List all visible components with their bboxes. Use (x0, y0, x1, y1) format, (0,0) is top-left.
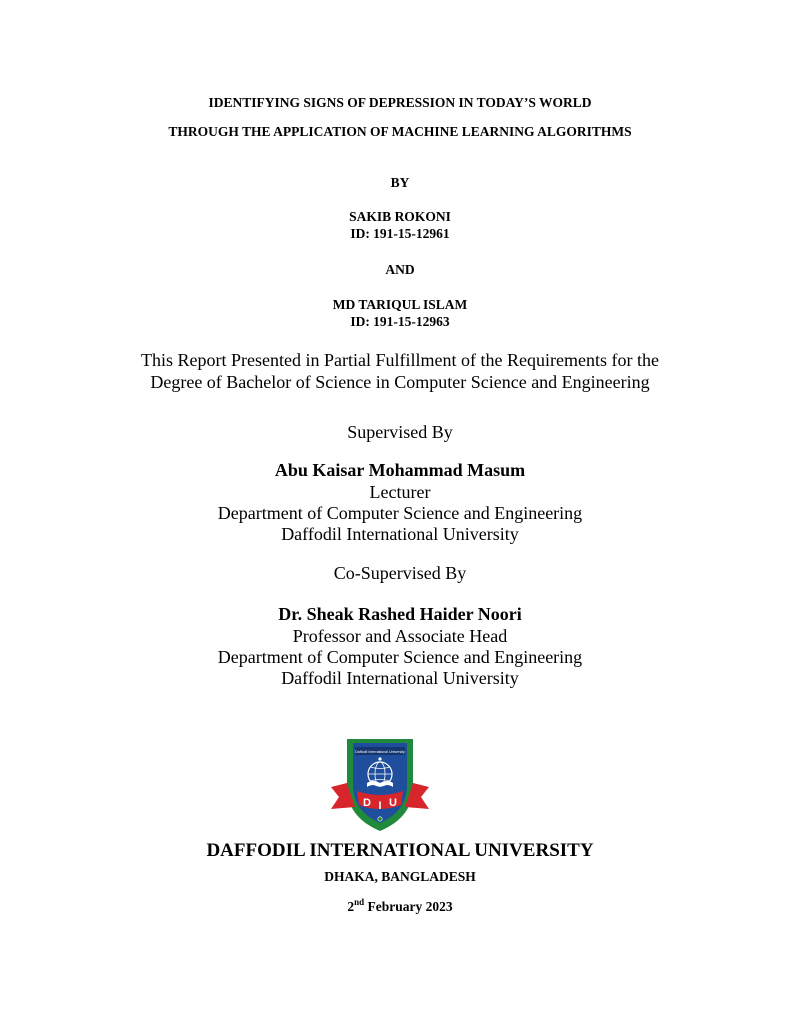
date-rest: February 2023 (364, 899, 453, 914)
co-supervisor-name: Dr. Sheak Rashed Haider Noori (278, 604, 522, 624)
report-statement-line-1: This Report Presented in Partial Fulfillment of the Requirements for the (141, 350, 659, 370)
supervised-by-label: Supervised By (347, 422, 453, 442)
logo-letter-i: I (378, 800, 382, 812)
author-1-id: ID: 191-15-12961 (350, 226, 450, 241)
university-logo (325, 735, 435, 835)
footer-date (0, 899, 800, 915)
co-supervised-by-label: Co-Supervised By (333, 563, 467, 583)
and-label: AND (385, 262, 415, 277)
date-suffix: nd (354, 897, 365, 907)
title-line-2: THROUGH THE APPLICATION OF MACHINE LEARNING ALGORITHMS (168, 124, 632, 139)
co-supervisor-position: Professor and Associate Head (292, 626, 508, 646)
logo-banner-text: Daffodil International University (355, 750, 405, 754)
by-label: BY (390, 175, 410, 190)
supervisor-department: Department of Computer Science and Engineering (217, 503, 583, 523)
footer-location: DHAKA, BANGLADESH (324, 869, 476, 884)
co-supervisor-department: Department of Computer Science and Engineering (217, 647, 583, 667)
supervisor-position: Lecturer (369, 482, 431, 502)
author-2-name: MD TARIQUL ISLAM (332, 297, 468, 312)
title-line-1: IDENTIFYING SIGNS OF DEPRESSION IN TODAY’S WORLD (208, 95, 592, 110)
supervisor-name: Abu Kaisar Mohammad Masum (274, 460, 526, 480)
report-statement-line-2: Degree of Bachelor of Science in Computer Science and Engineering (150, 372, 650, 392)
author-2-id: ID: 191-15-12963 (350, 314, 450, 329)
logo-letter-d: D (363, 797, 371, 809)
logo-letter-u: U (389, 797, 397, 809)
author-1-name: SAKIB ROKONI (349, 209, 451, 224)
footer-university-name: DAFFODIL INTERNATIONAL UNIVERSITY (206, 840, 594, 861)
co-supervisor-university: Daffodil International University (281, 668, 519, 688)
supervisor-university: Daffodil International University (281, 524, 519, 544)
date-day: 2 (347, 899, 355, 914)
